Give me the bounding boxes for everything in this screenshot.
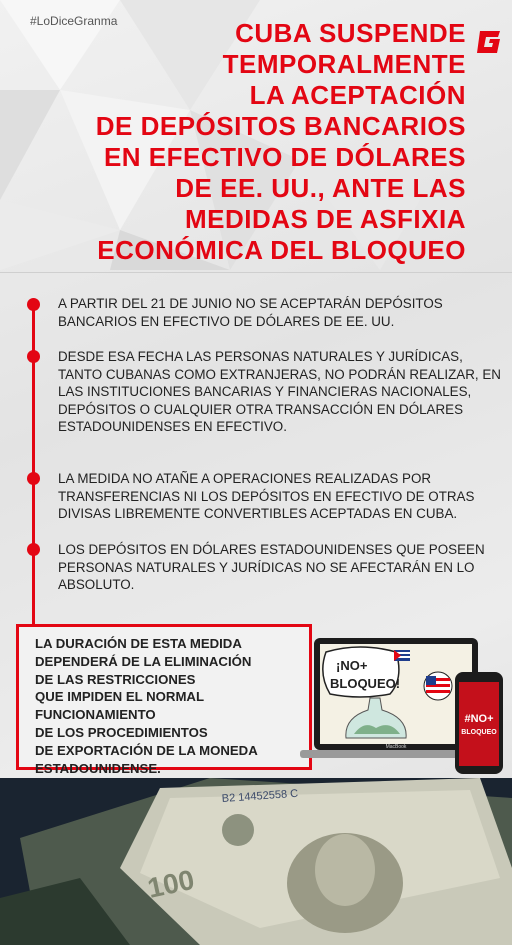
highlight-line: ESTADOUNIDENSE. — [35, 760, 161, 776]
headline-line: TEMPORALMENTE — [222, 49, 466, 79]
highlight-line: QUE IMPIDEN EL NORMAL — [35, 689, 205, 705]
point-text: DESDE ESA FECHA LAS PERSONAS NATURALES Y JURÍDICAS, TANTO CUBANAS COMO EXTRANJERAS, NO PODRÁN REALIZAR, EN LAS INSTITUCIONES BANCARIAS Y FINANCIERAS NACIONALES, DEPÓSITOS O CUALQUIER OTRA TRANSACCIÓN EN DÓLARES ESTADOUNIDENSES EN EFECTIVO. — [58, 349, 501, 434]
laptop-brand: MacBook — [385, 744, 407, 750]
divider — [0, 272, 512, 273]
headline-line: DE DEPÓSITOS BANCARIOS — [95, 111, 466, 141]
phone-text-line2: BLOQUEO — [461, 729, 497, 736]
bullet-dot — [27, 543, 40, 556]
banknote-serial: B2 14452558 C — [221, 787, 299, 805]
highlight-line: DE LAS RESTRICCIONES — [35, 671, 196, 687]
banknote-denomination: 100 — [144, 863, 197, 904]
headline — [26, 18, 466, 266]
point-text: LOS DEPÓSITOS EN DÓLARES ESTADOUNIDENSES QUE POSEEN PERSONAS NATURALES Y JURÍDICAS NO SE AFECTARÁN EN LO ABSOLUTO. — [58, 542, 485, 592]
cartoon-bubble-line1: ¡NO+ — [336, 658, 368, 673]
headline-line: LA ACEPTACIÓN — [249, 80, 466, 110]
highlight-line: DE LOS PROCEDIMIENTOS — [35, 724, 208, 740]
highlight-line: LA DURACIÓN DE ESTA MEDIDA — [35, 636, 242, 651]
phone-text-line1: #NO+ — [464, 713, 494, 725]
timeline-line — [32, 300, 35, 626]
highlight-box — [16, 624, 312, 776]
highlight-line: DEPENDERÁ DE LA ELIMINACIÓN — [35, 653, 252, 669]
bullet-dot — [27, 350, 40, 363]
headline-line: DE EE. UU., ANTE LAS — [175, 173, 466, 203]
treasury-seal — [222, 814, 254, 846]
cartoon-bubble-line2: BLOQUEO! — [330, 676, 401, 691]
phone-illustration — [455, 672, 503, 774]
highlight-line: DE EXPORTACIÓN DE LA MONEDA — [35, 742, 258, 758]
headline-line: ECONÓMICA DEL BLOQUEO — [97, 235, 466, 265]
headline-line: MEDIDAS DE ASFIXIA — [184, 204, 466, 234]
headline-line: EN EFECTIVO DE DÓLARES — [103, 142, 466, 172]
highlight-text — [35, 635, 305, 777]
point-text: LA MEDIDA NO ATAÑE A OPERACIONES REALIZADAS POR TRANSFERENCIAS NI LOS DEPÓSITOS EN EFECTIVO DE OTRAS DIVISAS LIBREMENTE CONVERTIBLES ACEPTADAS EN CUBA. — [58, 471, 475, 521]
bullet-dot — [27, 472, 40, 485]
hashtag: #LoDiceGranma — [30, 14, 118, 28]
highlight-line: FUNCIONAMIENTO — [35, 707, 156, 723]
headline-line: CUBA SUSPENDE — [235, 18, 466, 48]
point-text: A PARTIR DEL 21 DE JUNIO NO SE ACEPTARÁN DEPÓSITOS BANCARIOS EN EFECTIVO DE DÓLARES DE EE. UU. — [58, 296, 443, 329]
granma-logo-icon — [474, 27, 504, 57]
dollar-bills-photo — [0, 778, 512, 945]
bullet-dot — [27, 298, 40, 311]
